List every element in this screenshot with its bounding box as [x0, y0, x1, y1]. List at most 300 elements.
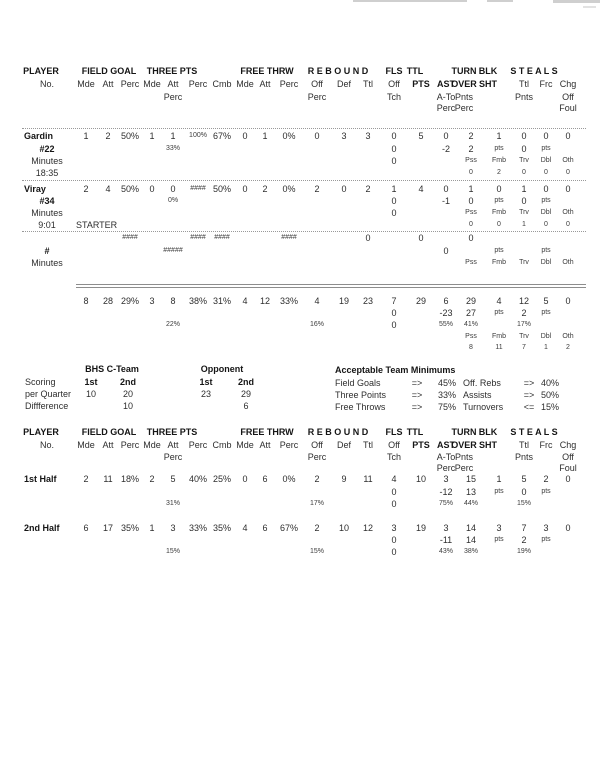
- first-half-row-tp_a: 31%: [165, 500, 181, 507]
- team-totals-row-rb_o: 16%: [309, 321, 325, 328]
- player-row-viray-ft_m: 0: [242, 184, 248, 194]
- table2-header-hov: OVER: [451, 440, 477, 450]
- table1-header-pts: PTS: [412, 79, 430, 89]
- player-row-gardin-st_c: Oth: [562, 157, 574, 164]
- table1-header-grp_player: PLAYER: [23, 66, 59, 76]
- player-row-gardin-blk: Fmb: [492, 157, 506, 164]
- player-row-viray-tp_a: 0: [170, 184, 176, 194]
- first-half-row-to: 13: [465, 487, 477, 497]
- first-half-row-rb_d: 9: [341, 474, 347, 484]
- first-half-row-st_t: 5: [521, 474, 527, 484]
- table1-header-hov: Pnts: [454, 92, 474, 102]
- table2-header-hov: TURN: [451, 427, 477, 437]
- second-half-row-ft_p: 67%: [279, 523, 299, 533]
- second-half-row-fg_m: 6: [83, 523, 89, 533]
- scan-artifact: [583, 6, 596, 8]
- table1-header-st_c: Off: [562, 92, 574, 102]
- second-half-row-st_f: pts: [541, 536, 551, 543]
- player-row-viray-blk: Fmb: [492, 209, 506, 216]
- player-row-blank-to: Pss: [465, 259, 477, 266]
- scoring-by-quarter-qlab: Diffference: [25, 401, 69, 411]
- table1-header-tp_m: Mde: [143, 79, 161, 89]
- first-half-row-tp_a: 5: [170, 474, 176, 484]
- table2-header-tp_a: Att: [167, 440, 179, 450]
- scan-artifact: [487, 0, 513, 2]
- player-row-blank-st_c: Oth: [562, 259, 574, 266]
- player-row-gardin-blk: 2: [497, 169, 501, 176]
- team-totals-row-st_t: 17%: [516, 321, 532, 328]
- player-row-blank-to: 0: [468, 233, 474, 243]
- second-half-row-ast: -11: [439, 535, 453, 545]
- player-row-viray-starter: STARTER: [76, 220, 118, 230]
- team-totals-row-ft_m: 4: [242, 296, 248, 306]
- player-row-viray-tp_a: 0%: [167, 197, 179, 204]
- table2-header-st_f: Frc: [539, 440, 553, 450]
- team-totals-row-fg_m: 8: [83, 296, 89, 306]
- team-minimums-ml1: Field Goals: [335, 378, 381, 388]
- table2-header-hsh: BLK: [478, 427, 498, 437]
- first-half-row-st_c: 0: [565, 474, 571, 484]
- player-row-gardin-blk: 1: [496, 131, 502, 141]
- player-row-gardin-ft_m: 0: [242, 131, 248, 141]
- team-totals-row-st_f: pts: [541, 309, 551, 316]
- table2-header-ft_a: Att: [259, 440, 271, 450]
- scoring-by-quarter-q1b: 23: [200, 389, 212, 399]
- player-row-gardin-st_t: 0: [522, 169, 526, 176]
- player-row-gardin-st_f: 0: [544, 169, 548, 176]
- table1-header-hsh: BLK: [478, 66, 498, 76]
- team-minimums-mv1: 45%: [437, 378, 457, 388]
- second-half-row-rb_d: 10: [338, 523, 350, 533]
- table2-header-grp_fg: FIELD GOAL: [81, 427, 137, 437]
- table1-header-st_c: Foul: [559, 103, 577, 113]
- team-totals-row-ft_a: 12: [259, 296, 271, 306]
- player-row-viray-st_c: 0: [566, 221, 570, 228]
- team-totals-row-rb_t: 23: [362, 296, 374, 306]
- player-row-gardin-fls: 0: [391, 144, 397, 154]
- table1-header-tp_a: Att: [167, 79, 179, 89]
- table2-header-grp_ttl: TTL: [406, 427, 424, 437]
- player-row-viray-st_t: 1: [521, 184, 527, 194]
- team-minimums-ma2: <=: [523, 402, 535, 412]
- team-totals-row-st_t: 7: [522, 344, 526, 351]
- player-row-gardin-rb_d: 3: [341, 131, 347, 141]
- team-totals-row-tp_c: 31%: [212, 296, 232, 306]
- player-row-gardin-name_c: #22: [39, 144, 55, 154]
- player-row-viray-ast: 0: [443, 184, 449, 194]
- scoring-by-quarter-q2b: 29: [240, 389, 252, 399]
- table1-header-grp_ttl: TTL: [406, 66, 424, 76]
- table1-header-rb_o: Off: [311, 79, 323, 89]
- player-row-gardin-rb_o: 0: [314, 131, 320, 141]
- player-row-viray-st_f: pts: [541, 197, 551, 204]
- scoring-by-quarter-q1a: 1st: [84, 377, 98, 387]
- first-half-row-tp_p: 40%: [188, 474, 208, 484]
- first-half-row-to: 44%: [463, 500, 479, 507]
- first-half-row-ast: 75%: [438, 500, 454, 507]
- first-half-row-pts: 10: [415, 474, 427, 484]
- table2-header-hov: Pnts: [454, 452, 474, 462]
- table1-header-fg_a: Att: [102, 79, 114, 89]
- team-totals-row-rb_o: 4: [314, 296, 320, 306]
- table1-header-st_f: Frc: [539, 79, 553, 89]
- scan-artifact: [553, 0, 600, 3]
- team-totals-row-blk: 4: [496, 296, 502, 306]
- player-row-gardin-to: 2: [468, 144, 474, 154]
- team-totals-row-ast: 6: [443, 296, 449, 306]
- table1-header-fg_p: Perc: [120, 79, 140, 89]
- team-minimums-mv2: 40%: [540, 378, 560, 388]
- table2-header-grp_player: PLAYER: [23, 427, 59, 437]
- table2-header-fg_p: Perc: [120, 440, 140, 450]
- player-row-viray-st_t: 0: [521, 196, 527, 206]
- team-totals-row-fls: 0: [391, 320, 397, 330]
- player-row-blank-ft_p: ####: [281, 234, 297, 241]
- player-row-gardin-st_f: pts: [541, 145, 551, 152]
- team-totals-row-st_t: Trv: [519, 333, 529, 340]
- player-row-viray-rb_o: 2: [314, 184, 320, 194]
- team-minimums-mv2: 50%: [540, 390, 560, 400]
- table1-header-fg_m: Mde: [77, 79, 95, 89]
- player-row-gardin-name: Gardin: [24, 131, 54, 141]
- first-half-row-blk: 1: [496, 474, 502, 484]
- table1-header-st_t: Ttl: [519, 79, 529, 89]
- first-half-row-rb_t: 11: [363, 474, 373, 484]
- team-totals-row-ft_p: 33%: [279, 296, 299, 306]
- player-row-viray-st_c: 0: [565, 184, 571, 194]
- second-half-row-tp_m: 1: [149, 523, 155, 533]
- table2-header-tp_p: Perc: [188, 440, 208, 450]
- player-row-gardin-st_t: 0: [521, 131, 527, 141]
- table2-header-ft_m: Mde: [236, 440, 254, 450]
- player-row-gardin-ast: -2: [441, 144, 451, 154]
- player-row-gardin-fg_p: 50%: [120, 131, 140, 141]
- player-row-viray-st_t: 1: [522, 221, 526, 228]
- player-row-gardin-tp_c: 67%: [212, 131, 232, 141]
- player-row-blank-st_f: Dbl: [540, 259, 552, 266]
- second-half-row-tp_c: 35%: [212, 523, 232, 533]
- player-row-viray-name: Viray: [24, 184, 46, 194]
- table2-header-grp_tp: THREE PTS: [146, 427, 198, 437]
- team-totals-row-st_c: 2: [566, 344, 570, 351]
- player-row-viray-fls: 0: [391, 208, 397, 218]
- player-row-gardin-st_c: 0: [565, 131, 571, 141]
- player-row-viray-to: Pss: [465, 209, 477, 216]
- second-half-row-tp_a: 3: [170, 523, 176, 533]
- second-half-row-blk: pts: [494, 536, 504, 543]
- table2-header-ast: Perc: [436, 463, 456, 473]
- table2-header-tp_c: Cmb: [212, 440, 232, 450]
- player-row-blank-ast: 0: [443, 246, 449, 256]
- first-half-row-tp_m: 2: [149, 474, 155, 484]
- table1-header-grp_fg: FIELD GOAL: [81, 66, 137, 76]
- table1-header-ft_a: Att: [259, 79, 271, 89]
- table1-header-grp_tp: THREE PTS: [146, 66, 198, 76]
- team-totals-row-st_c: Oth: [562, 333, 574, 340]
- team-totals-row-blk: Fmb: [492, 333, 506, 340]
- second-half-row-st_t: 2: [521, 535, 527, 545]
- team-totals-row-to: 8: [469, 344, 473, 351]
- team-totals-row-st_c: 0: [565, 296, 571, 306]
- player-row-viray-fls: 0: [391, 196, 397, 206]
- team-minimums-ma1: =>: [411, 390, 423, 400]
- totals-double-rule: [76, 284, 586, 288]
- scoring-by-quarter-qt2: Opponent: [200, 364, 244, 374]
- table1-header-grp_steals: S T E A L S: [510, 66, 558, 76]
- player-row-gardin-tp_a: 33%: [165, 145, 181, 152]
- second-half-row-fg_p: 35%: [120, 523, 140, 533]
- table2-header-tp_m: Mde: [143, 440, 161, 450]
- player-row-blank-tp_a: #####: [163, 247, 183, 254]
- player-row-blank-tp_p: ####: [190, 234, 206, 241]
- table2-header-st_c: Off: [562, 452, 574, 462]
- player-row-viray-st_f: 0: [544, 221, 548, 228]
- first-half-row-name: 1st Half: [24, 474, 57, 484]
- table1-header-rb_o: Perc: [307, 92, 327, 102]
- table2-header-fg_a: Att: [102, 440, 114, 450]
- team-totals-row-tp_p: 38%: [188, 296, 208, 306]
- player-row-viray-rb_d: 0: [341, 184, 347, 194]
- team-totals-row-fls: 0: [391, 308, 397, 318]
- table1-header-name_c: No.: [39, 79, 55, 89]
- row-separator: [22, 128, 586, 129]
- player-row-gardin-tp_m: 1: [149, 131, 155, 141]
- table2-header-hsh: SHT: [479, 440, 497, 450]
- player-row-viray-name_c: Minutes: [31, 208, 63, 218]
- table1-header-ast: A-To: [436, 92, 456, 102]
- player-row-viray-blk: pts: [494, 197, 504, 204]
- scoring-by-quarter-q1b: 1st: [199, 377, 213, 387]
- player-row-gardin-fg_a: 2: [105, 131, 111, 141]
- team-totals-row-to: 41%: [463, 321, 479, 328]
- player-row-viray-tp_p: ####: [190, 185, 206, 192]
- player-row-gardin-to: 2: [468, 131, 474, 141]
- table2-header-fls: Off: [388, 440, 400, 450]
- player-row-viray-fg_a: 4: [105, 184, 111, 194]
- table2-header-grp_steals: S T E A L S: [510, 427, 558, 437]
- team-minimums-mv2: 15%: [540, 402, 560, 412]
- table1-header-rb_d: Def: [336, 79, 352, 89]
- team-totals-row-st_t: 2: [521, 308, 527, 318]
- first-half-row-fls: 4: [391, 474, 397, 484]
- table1-header-fls: Off: [388, 79, 400, 89]
- first-half-row-fg_a: 11: [103, 474, 113, 484]
- team-minimums-ml2: Assists: [463, 390, 492, 400]
- player-row-gardin-st_t: Trv: [519, 157, 529, 164]
- scoring-by-quarter-q2a: 20: [122, 389, 134, 399]
- table2-header-st_t: Pnts: [514, 452, 534, 462]
- second-half-row-to: 14: [465, 535, 477, 545]
- team-minimums-ml2: Turnovers: [463, 402, 504, 412]
- team-totals-row-rb_d: 19: [338, 296, 350, 306]
- player-row-viray-ft_a: 2: [262, 184, 268, 194]
- scoring-by-quarter-qlab: Scoring: [25, 377, 56, 387]
- player-row-viray-fls: 1: [391, 184, 397, 194]
- table2-header-rb_o: Perc: [307, 452, 327, 462]
- player-row-viray-rb_t: 2: [365, 184, 371, 194]
- team-totals-row-pts: 29: [415, 296, 427, 306]
- second-half-row-to: 14: [465, 523, 477, 533]
- scoring-by-quarter-q2a: 10: [122, 401, 134, 411]
- second-half-row-st_f: 3: [543, 523, 549, 533]
- first-half-row-ft_m: 0: [242, 474, 248, 484]
- player-row-viray-to: 0: [469, 221, 473, 228]
- table2-header-pts: PTS: [412, 440, 430, 450]
- team-minimums-mv1: 33%: [437, 390, 457, 400]
- second-half-row-st_c: 0: [565, 523, 571, 533]
- table2-header-hov: Perc: [454, 463, 474, 473]
- team-totals-row-fg_p: 29%: [120, 296, 140, 306]
- scoring-by-quarter-q2b: 2nd: [237, 377, 255, 387]
- table1-header-hov: TURN: [451, 66, 477, 76]
- player-row-viray-pts: 4: [418, 184, 424, 194]
- team-minimums-ma1: =>: [411, 402, 423, 412]
- first-half-row-st_t: 0: [521, 487, 527, 497]
- first-half-row-fg_p: 18%: [120, 474, 140, 484]
- table1-header-hov: OVER: [451, 79, 477, 89]
- table1-header-tp_a: Perc: [163, 92, 183, 102]
- second-half-row-name: 2nd Half: [24, 523, 60, 533]
- first-half-row-ast: -12: [439, 487, 453, 497]
- second-half-row-pts: 19: [415, 523, 427, 533]
- table1-header-ast: AST: [437, 79, 455, 89]
- table1-header-ast: Perc: [436, 103, 456, 113]
- team-totals-row-to: 29: [465, 296, 477, 306]
- player-row-blank-st_f: pts: [541, 247, 551, 254]
- table1-header-ft_p: Perc: [279, 79, 299, 89]
- player-row-gardin-tp_p: 100%: [189, 132, 207, 139]
- player-row-gardin-st_c: 0: [566, 169, 570, 176]
- second-half-row-fls: 0: [391, 535, 397, 545]
- team-totals-row-to: Pss: [465, 333, 477, 340]
- table2-header-rb_t: Ttl: [363, 440, 373, 450]
- second-half-row-ast: 43%: [438, 548, 454, 555]
- team-totals-row-to: 27: [465, 308, 477, 318]
- second-half-row-st_t: 19%: [516, 548, 532, 555]
- player-row-gardin-pts: 5: [418, 131, 424, 141]
- player-row-gardin-fls: 0: [391, 156, 397, 166]
- table1-header-tp_p: Perc: [188, 79, 208, 89]
- table2-header-fls: Tch: [386, 452, 402, 462]
- player-row-viray-st_f: 0: [543, 184, 549, 194]
- player-row-blank-rb_t: 0: [365, 233, 371, 243]
- team-totals-row-fg_a: 28: [102, 296, 114, 306]
- team-totals-row-st_f: 1: [544, 344, 548, 351]
- second-half-row-tp_a: 15%: [165, 548, 181, 555]
- second-half-row-tp_p: 33%: [188, 523, 208, 533]
- table2-header-grp_rb: R E B O U N D: [307, 427, 369, 437]
- player-row-gardin-st_f: 0: [543, 131, 549, 141]
- row-separator: [22, 180, 586, 181]
- player-row-gardin-fls: 0: [391, 131, 397, 141]
- first-half-row-rb_o: 2: [314, 474, 320, 484]
- table1-header-fls: FLS: [385, 66, 403, 76]
- table1-header-rb_t: Ttl: [363, 79, 373, 89]
- team-minimums-ma2: =>: [523, 390, 535, 400]
- player-row-gardin-ft_p: 0%: [282, 131, 296, 141]
- second-half-row-ast: 3: [443, 523, 449, 533]
- table2-header-fls: FLS: [385, 427, 403, 437]
- scoring-by-quarter-qlab: per Quarter: [25, 389, 72, 399]
- team-totals-row-blk: 11: [495, 344, 503, 351]
- table1-header-hsh: SHT: [479, 79, 497, 89]
- second-half-row-rb_o: 15%: [309, 548, 325, 555]
- team-minimums-ml1: Three Points: [335, 390, 387, 400]
- second-half-row-to: 38%: [463, 548, 479, 555]
- player-row-gardin-ast: 0: [443, 131, 449, 141]
- player-row-blank-st_t: Trv: [519, 259, 529, 266]
- second-half-row-st_t: 7: [521, 523, 527, 533]
- team-minimums-ma1: =>: [411, 378, 423, 388]
- second-half-row-fg_a: 17: [102, 523, 114, 533]
- table2-header-st_c: Chg: [559, 440, 577, 450]
- scan-artifact: [353, 0, 467, 2]
- first-half-row-st_t: 15%: [516, 500, 532, 507]
- team-totals-row-st_t: 12: [518, 296, 530, 306]
- player-row-gardin-st_t: 0: [521, 144, 527, 154]
- first-half-row-fls: 0: [391, 499, 397, 509]
- first-half-row-st_f: 2: [543, 474, 549, 484]
- table2-header-rb_o: Off: [311, 440, 323, 450]
- first-half-row-blk: pts: [494, 488, 504, 495]
- team-totals-row-tp_m: 3: [149, 296, 155, 306]
- first-half-row-to: 15: [465, 474, 477, 484]
- player-row-gardin-name_c: Minutes: [31, 156, 63, 166]
- first-half-row-ast: 3: [443, 474, 449, 484]
- player-row-blank-name_c: Minutes: [31, 258, 63, 268]
- table2-header-st_c: Foul: [559, 463, 577, 473]
- player-row-viray-st_f: Dbl: [540, 209, 552, 216]
- team-totals-row-ast: -23: [439, 308, 453, 318]
- player-row-blank-name_c: #: [44, 246, 50, 256]
- team-minimums-ml2: Off. Rebs: [463, 378, 501, 388]
- second-half-row-fls: 0: [391, 547, 397, 557]
- player-row-viray-name_c: 9:01: [38, 220, 56, 230]
- player-row-gardin-to: Pss: [465, 157, 477, 164]
- table2-header-grp_ft: FREE THRW: [240, 427, 294, 437]
- player-row-blank-blk: Fmb: [492, 259, 506, 266]
- first-half-row-fg_m: 2: [83, 474, 89, 484]
- first-half-row-ft_a: 6: [262, 474, 268, 484]
- player-row-blank-fg_p: ####: [122, 234, 138, 241]
- first-half-row-tp_c: 25%: [212, 474, 232, 484]
- team-minimums-ml1: Free Throws: [335, 402, 386, 412]
- first-half-row-st_f: pts: [541, 488, 551, 495]
- player-row-viray-blk: 0: [496, 184, 502, 194]
- team-minimums-ma2: =>: [523, 378, 535, 388]
- player-row-viray-st_c: Oth: [562, 209, 574, 216]
- table2-header-st_t: Ttl: [519, 440, 529, 450]
- player-row-viray-fg_m: 2: [83, 184, 89, 194]
- second-half-row-rb_t: 12: [362, 523, 374, 533]
- second-half-row-ft_m: 4: [242, 523, 248, 533]
- table2-header-name_c: No.: [39, 440, 55, 450]
- scoring-by-quarter-q1a: 10: [85, 389, 97, 399]
- first-half-row-rb_o: 17%: [309, 500, 325, 507]
- table1-header-hov: Perc: [454, 103, 474, 113]
- team-totals-row-blk: pts: [494, 309, 504, 316]
- first-half-row-ft_p: 0%: [282, 474, 296, 484]
- second-half-row-ft_a: 6: [262, 523, 268, 533]
- second-half-row-fls: 3: [391, 523, 397, 533]
- table2-header-ft_p: Perc: [279, 440, 299, 450]
- table2-header-tp_a: Perc: [163, 452, 183, 462]
- team-totals-row-fls: 7: [391, 296, 397, 306]
- table1-header-tp_c: Cmb: [212, 79, 232, 89]
- first-half-row-fls: 0: [391, 487, 397, 497]
- team-totals-row-ast: 55%: [438, 321, 454, 328]
- table1-header-ft_m: Mde: [236, 79, 254, 89]
